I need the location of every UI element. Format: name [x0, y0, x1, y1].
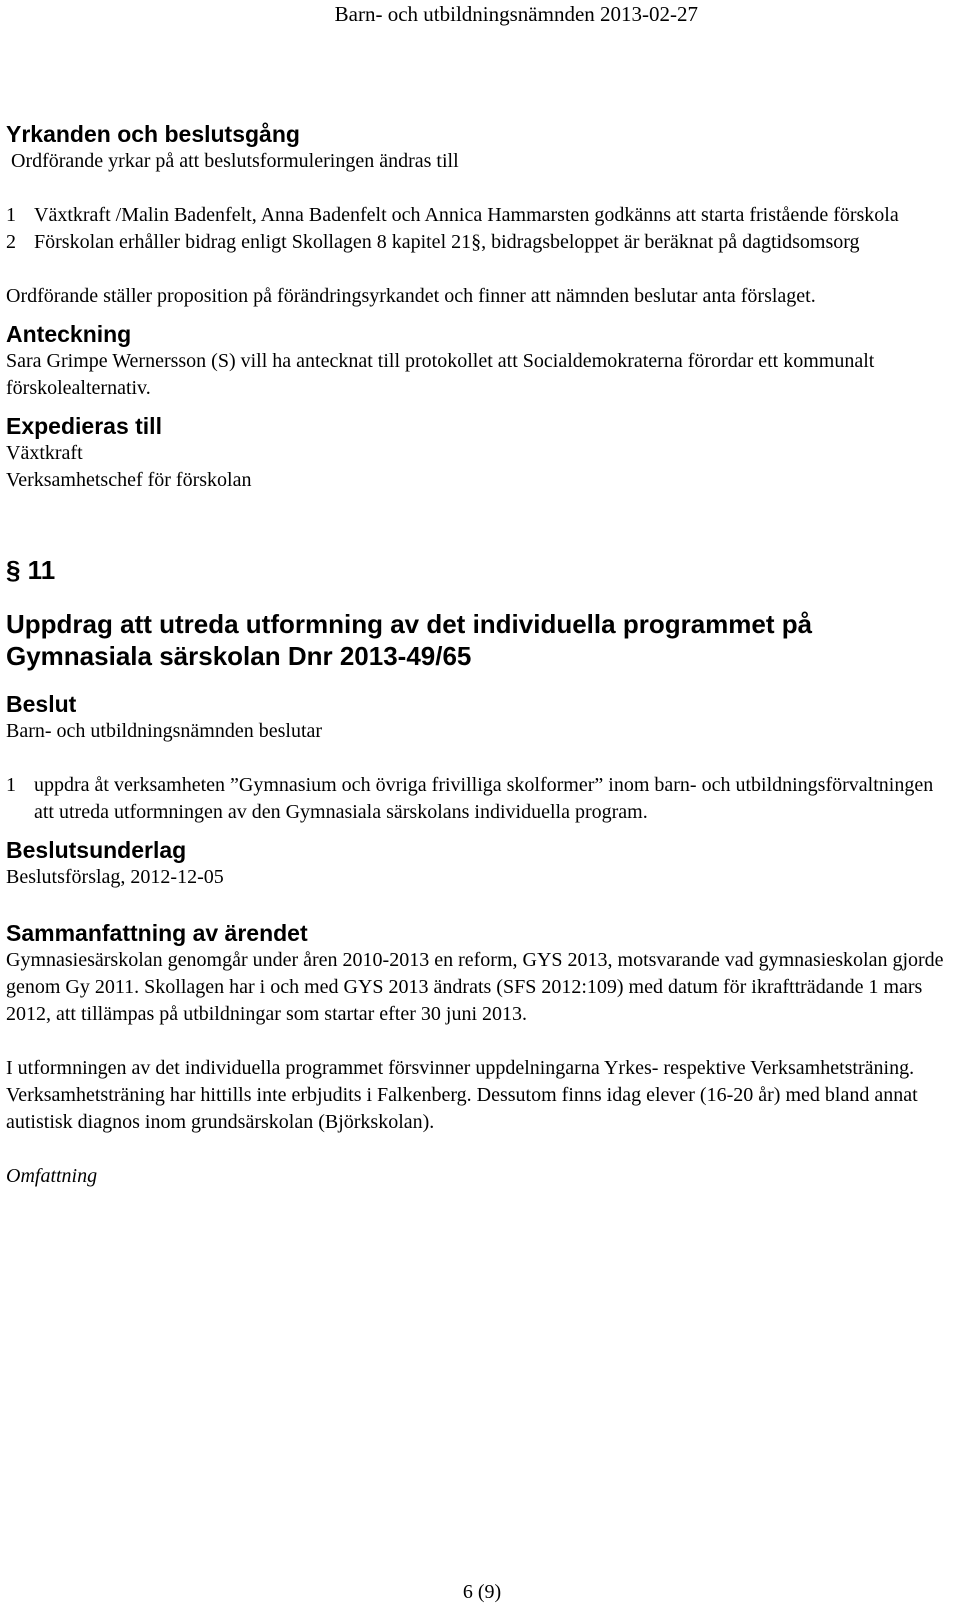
page-number — [0, 1580, 960, 1604]
beslut-heading: Beslut — [6, 691, 77, 717]
item-text: uppdra åt verksamheten ”Gymnasium och övriga frivilliga skolformer” inom barn- och utbildningsförvaltningen att utreda utformningen av den Gymnasiala särskolans individuella program. — [34, 774, 934, 823]
anteckning-text: Sara Grimpe Wernersson (S) vill ha antecknat till protokollet att Socialdemokraterna förordar ett kommunalt förskolealternativ. — [6, 350, 875, 399]
item-text: Växtkraft /Malin Badenfelt, Anna Badenfelt och Annica Hammarsten godkänns att starta fristående förskola — [34, 204, 899, 226]
beslutsunderlag-heading: Beslutsunderlag — [6, 837, 187, 863]
sammanfattning-paragraph-2: I utformningen av det individuella programmet försvinner uppdelningarna Yrkes- respektive Verksamhetsträning. Verksamhetsträning har hittills inte erbjudits i Falkenberg. Dessutom finns idag elever (16-20 år) med bland annat autistisk diagnos inom grundsärskolan (Björkskolan). — [6, 1057, 918, 1133]
yrkanden-heading: Yrkanden och beslutsgång — [6, 121, 300, 147]
expedieras-heading: Expedieras till — [6, 413, 162, 439]
yrkanden-item-2 — [6, 229, 956, 256]
item-number: 1 — [6, 774, 16, 796]
paragraph-number: § 11 — [6, 555, 56, 585]
expedieras-line-2: Verksamhetschef för förskolan — [6, 469, 252, 491]
item-text: Förskolan erhåller bidrag enligt Skollagen 8 kapitel 21§, bidragsbeloppet är beräknat på dagtidsomsorg — [34, 231, 860, 253]
sammanfattning-paragraph-1: Gymnasiesärskolan genomgår under åren 2010-2013 en reform, GYS 2013, motsvarande vad gymnasieskolan gjorde genom Gy 2011. Skollagen har i och med GYS 2013 ändrats (SFS 2012:109) med datum för ikraftträdande 1 mars 2012, att tillämpas på utbildningar som startar efter 30 juni 2013. — [6, 949, 944, 1025]
beslut-intro: Barn- och utbildningsnämnden beslutar — [6, 720, 323, 742]
beslutsunderlag-text: Beslutsförslag, 2012-12-05 — [6, 866, 224, 888]
omfattning-subheading: Omfattning — [6, 1165, 98, 1187]
sammanfattning-heading: Sammanfattning av ärendet — [6, 920, 308, 946]
yrkanden-item-1 — [6, 202, 956, 229]
item-number: 1 — [6, 204, 16, 226]
page-number-text: 6 (9) — [462, 1581, 502, 1603]
expedieras-line-1: Växtkraft — [6, 442, 83, 464]
anteckning-heading: Anteckning — [6, 321, 132, 347]
beslut-item-1 — [6, 772, 956, 826]
document-body — [6, 120, 956, 1190]
proposition-text: Ordförande ställer proposition på förändringsyrkandet och finner att nämnden beslutar anta förslaget. — [6, 285, 816, 307]
yrkanden-intro: Ordförande yrkar på att beslutsformuleringen ändras till — [11, 150, 459, 172]
section-title: Uppdrag att utreda utformning av det individuella programmet på Gymnasiala särskolan Dnr 2013-49/65 — [6, 609, 813, 671]
item-number: 2 — [6, 231, 16, 253]
page-header: Barn- och utbildningsnämnden 2013-02-27 — [334, 2, 698, 26]
